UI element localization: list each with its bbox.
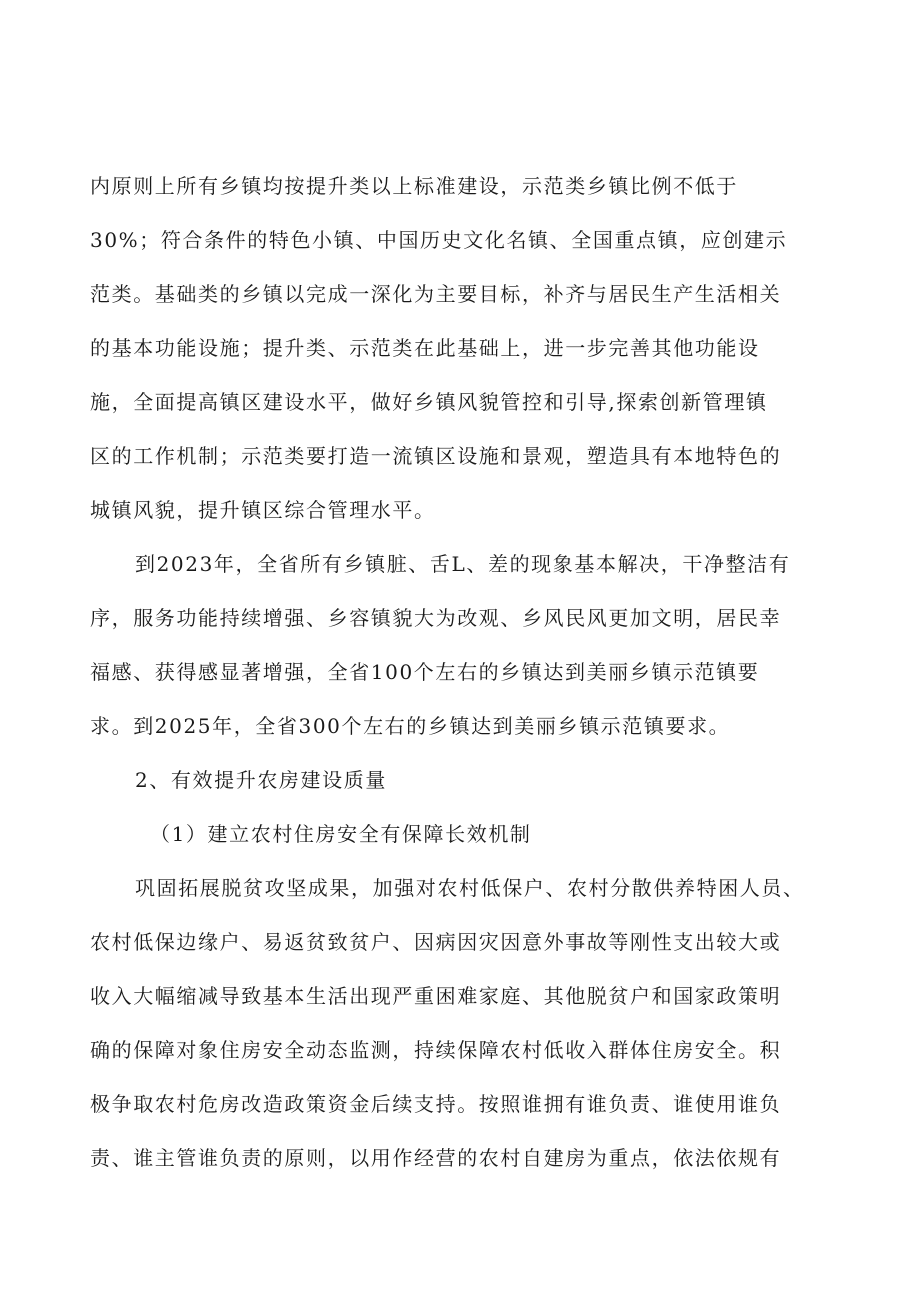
- text-line-5: 施，全面提高镇区建设水平，做好乡镇风貌管控和引导,探索创新管理镇: [90, 390, 768, 414]
- text-line-7: 城镇风貌，提升镇区综合管理水平。: [90, 498, 436, 522]
- text-line-3: 范类。基础类的乡镇以完成一深化为主要目标，补齐与居民生产生活相关: [90, 282, 782, 306]
- text-line-6: 区的工作机制；示范类要打造一流镇区设施和景观，塑造具有本地特色的: [90, 444, 782, 468]
- text-line-1: 内原则上所有乡镇均按提升类以上标准建设，示范类乡镇比例不低于: [90, 174, 738, 198]
- paragraph-3-line-5: 极争取农村危房改造政策资金后续支持。按照谁拥有谁负责、谁使用谁负: [90, 1092, 782, 1116]
- text-line-2: 30%；符合条件的特色小镇、中国历史文化名镇、全国重点镇，应创建示: [90, 228, 788, 252]
- paragraph-3-line-1: 巩固拓展脱贫攻坚成果，加强对农村低保户、农村分散供养特困人员、: [135, 876, 805, 900]
- paragraph-3-line-6: 责、谁主管谁负责的原则，以用作经营的农村自建房为重点，依法依规有: [90, 1146, 782, 1170]
- paragraph-3-line-3: 收入大幅缩减导致基本生活出现严重困难家庭、其他脱贫户和国家政策明: [90, 984, 782, 1008]
- subsection-heading: （1）建立农村住房安全有保障长效机制: [150, 822, 532, 846]
- text-line-4: 的基本功能设施；提升类、示范类在此基础上，进一步完善其他功能设: [90, 336, 760, 360]
- paragraph-2-line-2: 序，服务功能持续增强、乡容镇貌大为改观、乡风民风更加文明，居民幸: [90, 606, 782, 630]
- paragraph-2-line-1: 到2023年，全省所有乡镇脏、舌L、差的现象基本解决，干净整洁有: [135, 552, 791, 576]
- section-heading: 2、有效提升农房建设质量: [135, 768, 387, 792]
- paragraph-2-line-4: 求。到2025年，全省300个左右的乡镇达到美丽乡镇示范镇要求。: [90, 714, 731, 738]
- paragraph-3-line-4: 确的保障对象住房安全动态监测，持续保障农村低收入群体住房安全。积: [90, 1038, 782, 1062]
- paragraph-2-line-3: 福感、获得感显著增强，全省100个左右的乡镇达到美丽乡镇示范镇要: [90, 660, 760, 684]
- paragraph-3-line-2: 农村低保边缘户、易返贫致贫户、因病因灾因意外事故等刚性支出较大或: [90, 930, 782, 954]
